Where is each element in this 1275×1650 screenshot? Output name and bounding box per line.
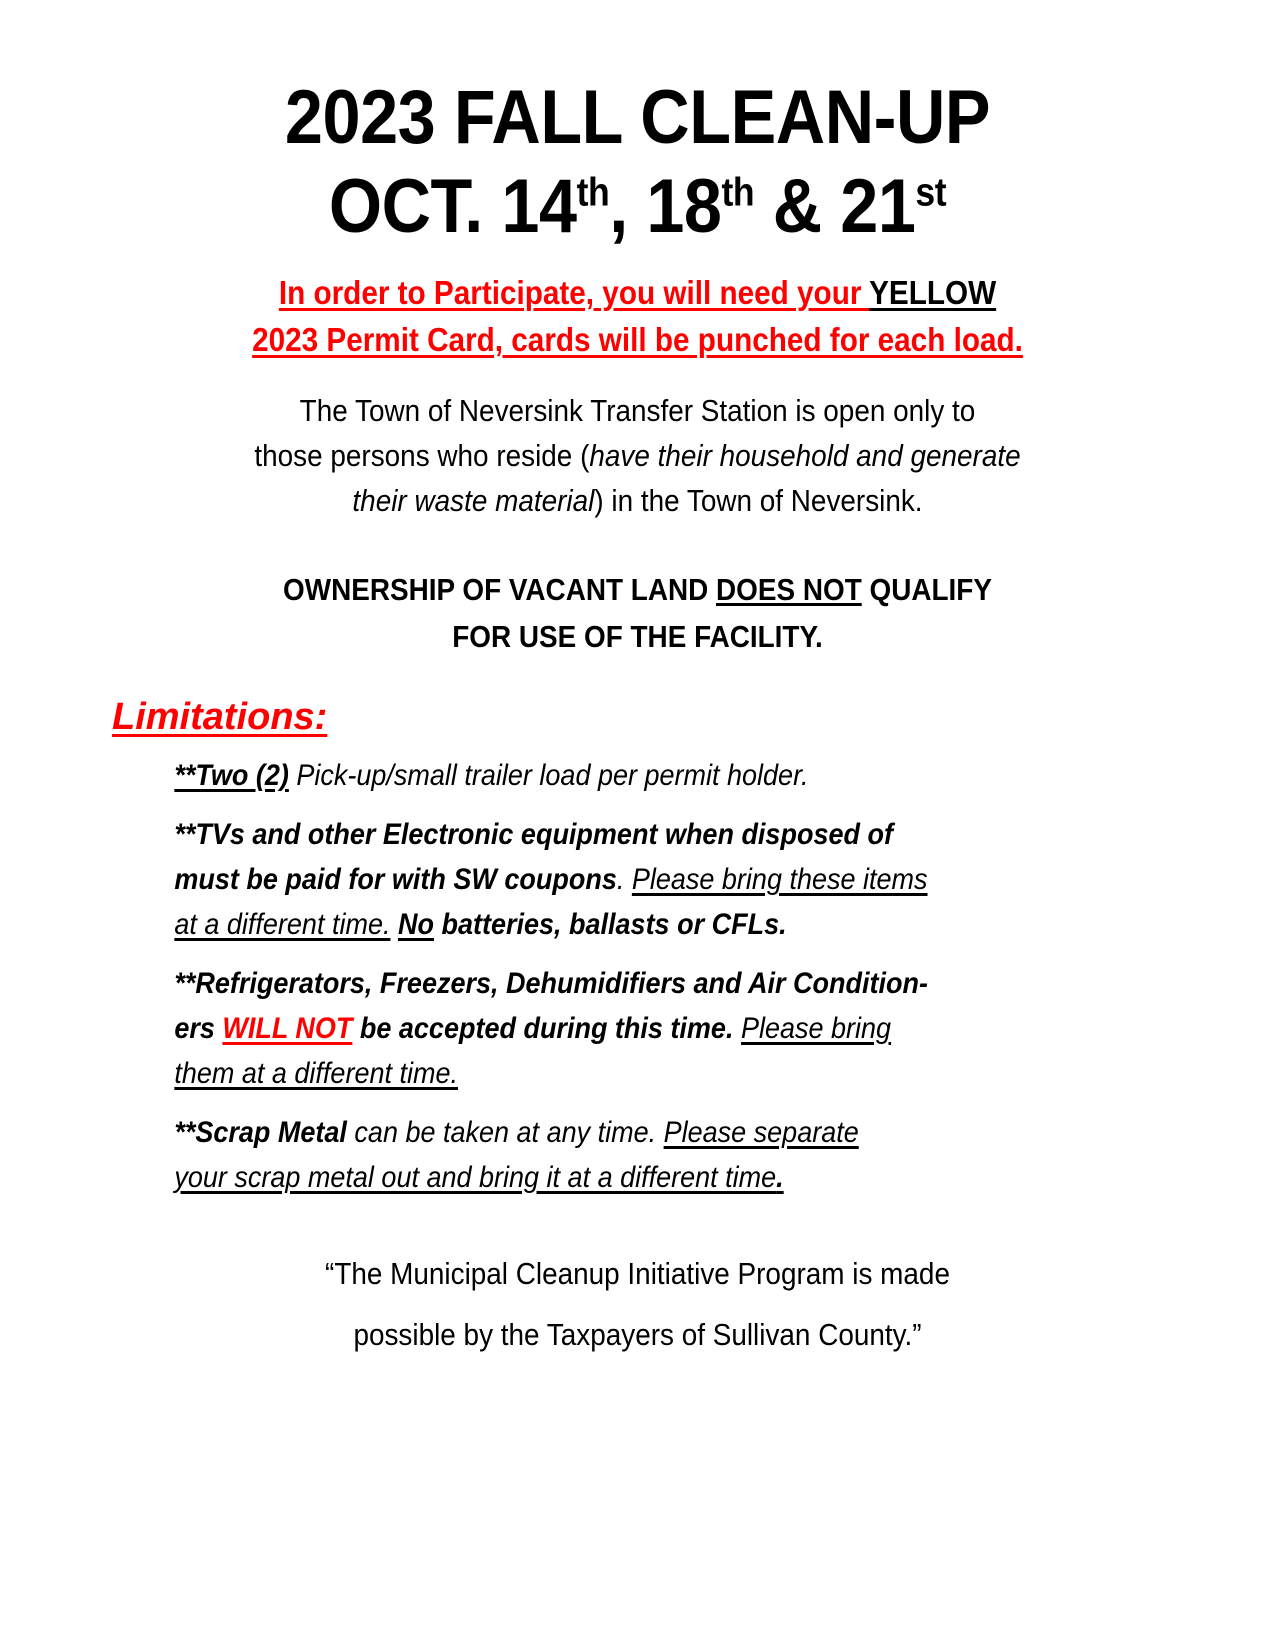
- ownership-line-1: [150, 567, 1125, 614]
- permit-notice-line-1: [150, 270, 1125, 317]
- limitation-scrap-text: can be taken at any time.: [346, 1116, 664, 1150]
- page-title: [96, 0, 1179, 252]
- limitation-electronics-bring-2: at a different time.: [174, 908, 391, 942]
- limitation-electronics-line-3: [174, 902, 1116, 947]
- title-line-1: 2023 FALL CLEAN-UP: [284, 75, 991, 160]
- limitation-electronics-line-1: [174, 812, 1116, 857]
- limitation-appliances-text-1: **Refrigerators, Freezers, Dehumidifiers and Air Condition-: [174, 967, 929, 1001]
- closing-quote-line-2: possible by the Taxpayers of Sullivan County.”: [353, 1316, 922, 1352]
- closing-quote-line-1: “The Municipal Cleanup Initiative Program is made: [325, 1256, 950, 1292]
- limitations-heading: Limitations:: [112, 696, 328, 739]
- limitation-electronics-text-1: **TVs and other Electronic equipment when disposed of: [174, 818, 893, 852]
- title-ordinal-21: st: [915, 170, 947, 215]
- limitation-electronics-bring-1: Please bring these items: [631, 863, 928, 897]
- limitation-electronics-text-2: must be paid for with SW coupons: [174, 863, 617, 897]
- limitation-scrap-line-2: [174, 1155, 1116, 1200]
- limitation-appliances-line-2: [174, 1006, 1116, 1051]
- limitation-electronics-line-2: [174, 857, 1116, 902]
- limitation-appliances-ers: ers: [174, 1012, 223, 1046]
- limitation-item-loads: [122, 753, 1169, 798]
- permit-notice: [96, 270, 1179, 364]
- limitation-loads-label: **Two (2): [174, 759, 289, 793]
- ownership-disclaimer: [96, 567, 1179, 660]
- limitation-appliances-will-not: WILL NOT: [222, 1012, 353, 1046]
- ownership-does-not: DOES NOT: [716, 572, 862, 608]
- limitation-loads-line-1: [174, 753, 1116, 798]
- eligibility-line-3-italic: their waste material: [352, 483, 595, 519]
- limitation-item-scrap-metal: [122, 1110, 1169, 1200]
- closing-quote: [96, 1244, 1179, 1365]
- title-date-prefix: OCT. 14: [328, 163, 577, 249]
- limitation-item-appliances: [122, 961, 1169, 1096]
- limitation-scrap-separate-2: your scrap metal out and bring it at a different time: [174, 1161, 777, 1195]
- limitation-appliances-line-3: [174, 1051, 1116, 1096]
- permit-notice-red-text: In order to Participate, you will need your: [278, 273, 870, 311]
- permit-notice-line-2: [150, 317, 1125, 364]
- limitation-appliances-line-1: [174, 961, 1116, 1006]
- eligibility-line-2: [150, 433, 1125, 478]
- ownership-line-2: FOR USE OF THE FACILITY.: [452, 618, 823, 654]
- eligibility-paragraph: [96, 388, 1179, 524]
- limitation-scrap-separate-1: Please separate: [663, 1116, 859, 1150]
- eligibility-line-3-plain: ) in the Town of Neversink.: [594, 483, 923, 519]
- title-ordinal-14: th: [576, 170, 610, 215]
- limitation-appliances-text-2: be accepted during this time.: [352, 1012, 734, 1046]
- ownership-line-1-prefix: OWNERSHIP OF VACANT LAND: [283, 572, 717, 608]
- title-ordinal-18: th: [721, 170, 755, 215]
- limitation-scrap-label: **Scrap Metal: [174, 1116, 347, 1150]
- limitation-item-electronics: [122, 812, 1169, 947]
- limitation-scrap-period: .: [776, 1161, 784, 1195]
- limitations-section: [96, 660, 1179, 1200]
- title-date-mid-1: , 18: [609, 163, 722, 249]
- eligibility-line-1: The Town of Neversink Transfer Station is open only to: [299, 392, 976, 428]
- eligibility-line-3: [150, 478, 1125, 523]
- permit-notice-yellow-word: YELLOW: [869, 273, 997, 311]
- permit-notice-line-2-text: 2023 Permit Card, cards will be punched for each load.: [252, 320, 1023, 358]
- limitation-appliances-bring-1: Please bring: [740, 1012, 892, 1046]
- limitation-appliances-gap: [733, 1012, 741, 1045]
- limitation-scrap-line-1: [174, 1110, 1116, 1155]
- eligibility-line-2-plain: those persons who reside (: [254, 437, 590, 473]
- limitation-electronics-batteries: batteries, ballasts or CFLs.: [433, 908, 787, 942]
- ownership-line-1-suffix: QUALIFY: [861, 572, 992, 608]
- limitation-appliances-bring-2: them at a different time.: [174, 1057, 458, 1091]
- title-date-mid-2: & 21: [754, 163, 916, 249]
- title-line-2: [150, 163, 1125, 252]
- limitation-electronics-no: No: [397, 908, 434, 942]
- limitation-loads-text: Pick-up/small trailer load per permit holder.: [288, 759, 809, 793]
- eligibility-line-2-italic: have their household and generate: [589, 437, 1021, 473]
- limitations-list: [122, 753, 1169, 1200]
- limitation-electronics-sep-2: .: [616, 863, 632, 897]
